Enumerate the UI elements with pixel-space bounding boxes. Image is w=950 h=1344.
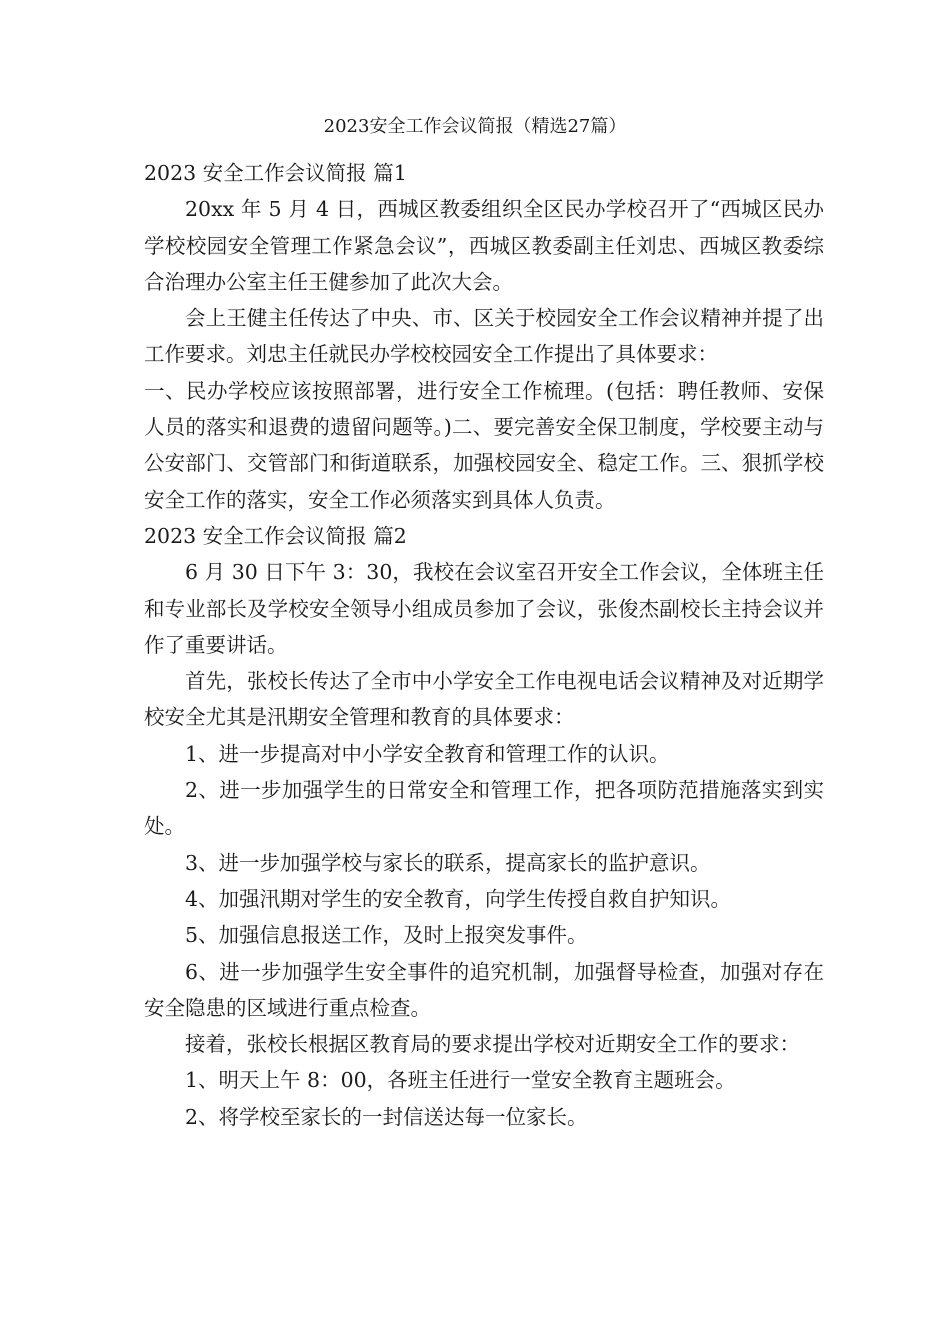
paragraph: 接着，张校长根据区教育局的要求提出学校对近期安全工作的要求： bbox=[185, 1032, 800, 1057]
section-heading: 2023 安全工作会议简报 篇2 bbox=[144, 523, 407, 548]
paragraph: 6 月 30 日下午 3：30，我校在会议室召开安全工作会议，全体班主任和专业部长及学校安全领导小组成员参加了会议，张俊杰副校长主持会议并作了重要讲话。 bbox=[144, 560, 824, 657]
list-item: 1、明天上午 8：00，各班主任进行一堂安全教育主题班会。 bbox=[185, 1068, 736, 1093]
paragraph: 一、民办学校应该按照部署，进行安全工作梳理。(包括：聘任教师、安保人员的落实和退费的遗留问题等。)二、要完善安全保卫制度，学校要主动与公安部门、交管部门和街道联系，加强校园安全、稳定工作。三、狠抓学校安全工作的落实，安全工作必须落实到具体人负责。 bbox=[144, 378, 824, 512]
list-item: 2、进一步加强学生的日常安全和管理工作，把各项防范措施落实到实处。 bbox=[144, 778, 824, 839]
list-item: 4、加强汛期对学生的安全教育，向学生传授自救自护知识。 bbox=[185, 886, 732, 911]
list-item: 5、加强信息报送工作，及时上报突发事件。 bbox=[185, 923, 588, 948]
document-body bbox=[144, 155, 824, 1135]
paragraph: 20xx 年 5 月 4 日，西城区教委组织全区民办学校召开了“西城区民办学校校园安全管理工作紧急会议”，西城区教委副主任刘忠、西城区教委综合治理办公室主任王健参加了此次大会。 bbox=[144, 197, 824, 294]
list-item: 2、将学校至家长的一封信送达每一位家长。 bbox=[185, 1104, 588, 1129]
paragraph: 首先，张校长传达了全市中小学安全工作电视电话会议精神及对近期学校安全尤其是汛期安全管理和教育的具体要求： bbox=[144, 669, 824, 730]
paragraph: 会上王健主任传达了中央、市、区关于校园安全工作会议精神并提了出工作要求。刘忠主任就民办学校校园安全工作提出了具体要求： bbox=[144, 306, 824, 367]
document-title: 2023安全工作会议简报（精选27篇） bbox=[323, 116, 627, 137]
list-item: 6、进一步加强学生安全事件的追究机制，加强督导检查，加强对存在安全隐患的区域进行重点检查。 bbox=[144, 959, 824, 1020]
list-item: 1、进一步提高对中小学安全教育和管理工作的认识。 bbox=[185, 741, 670, 766]
list-item: 3、进一步加强学校与家长的联系，提高家长的监护意识。 bbox=[185, 850, 711, 875]
section-heading: 2023 安全工作会议简报 篇1 bbox=[144, 161, 407, 185]
